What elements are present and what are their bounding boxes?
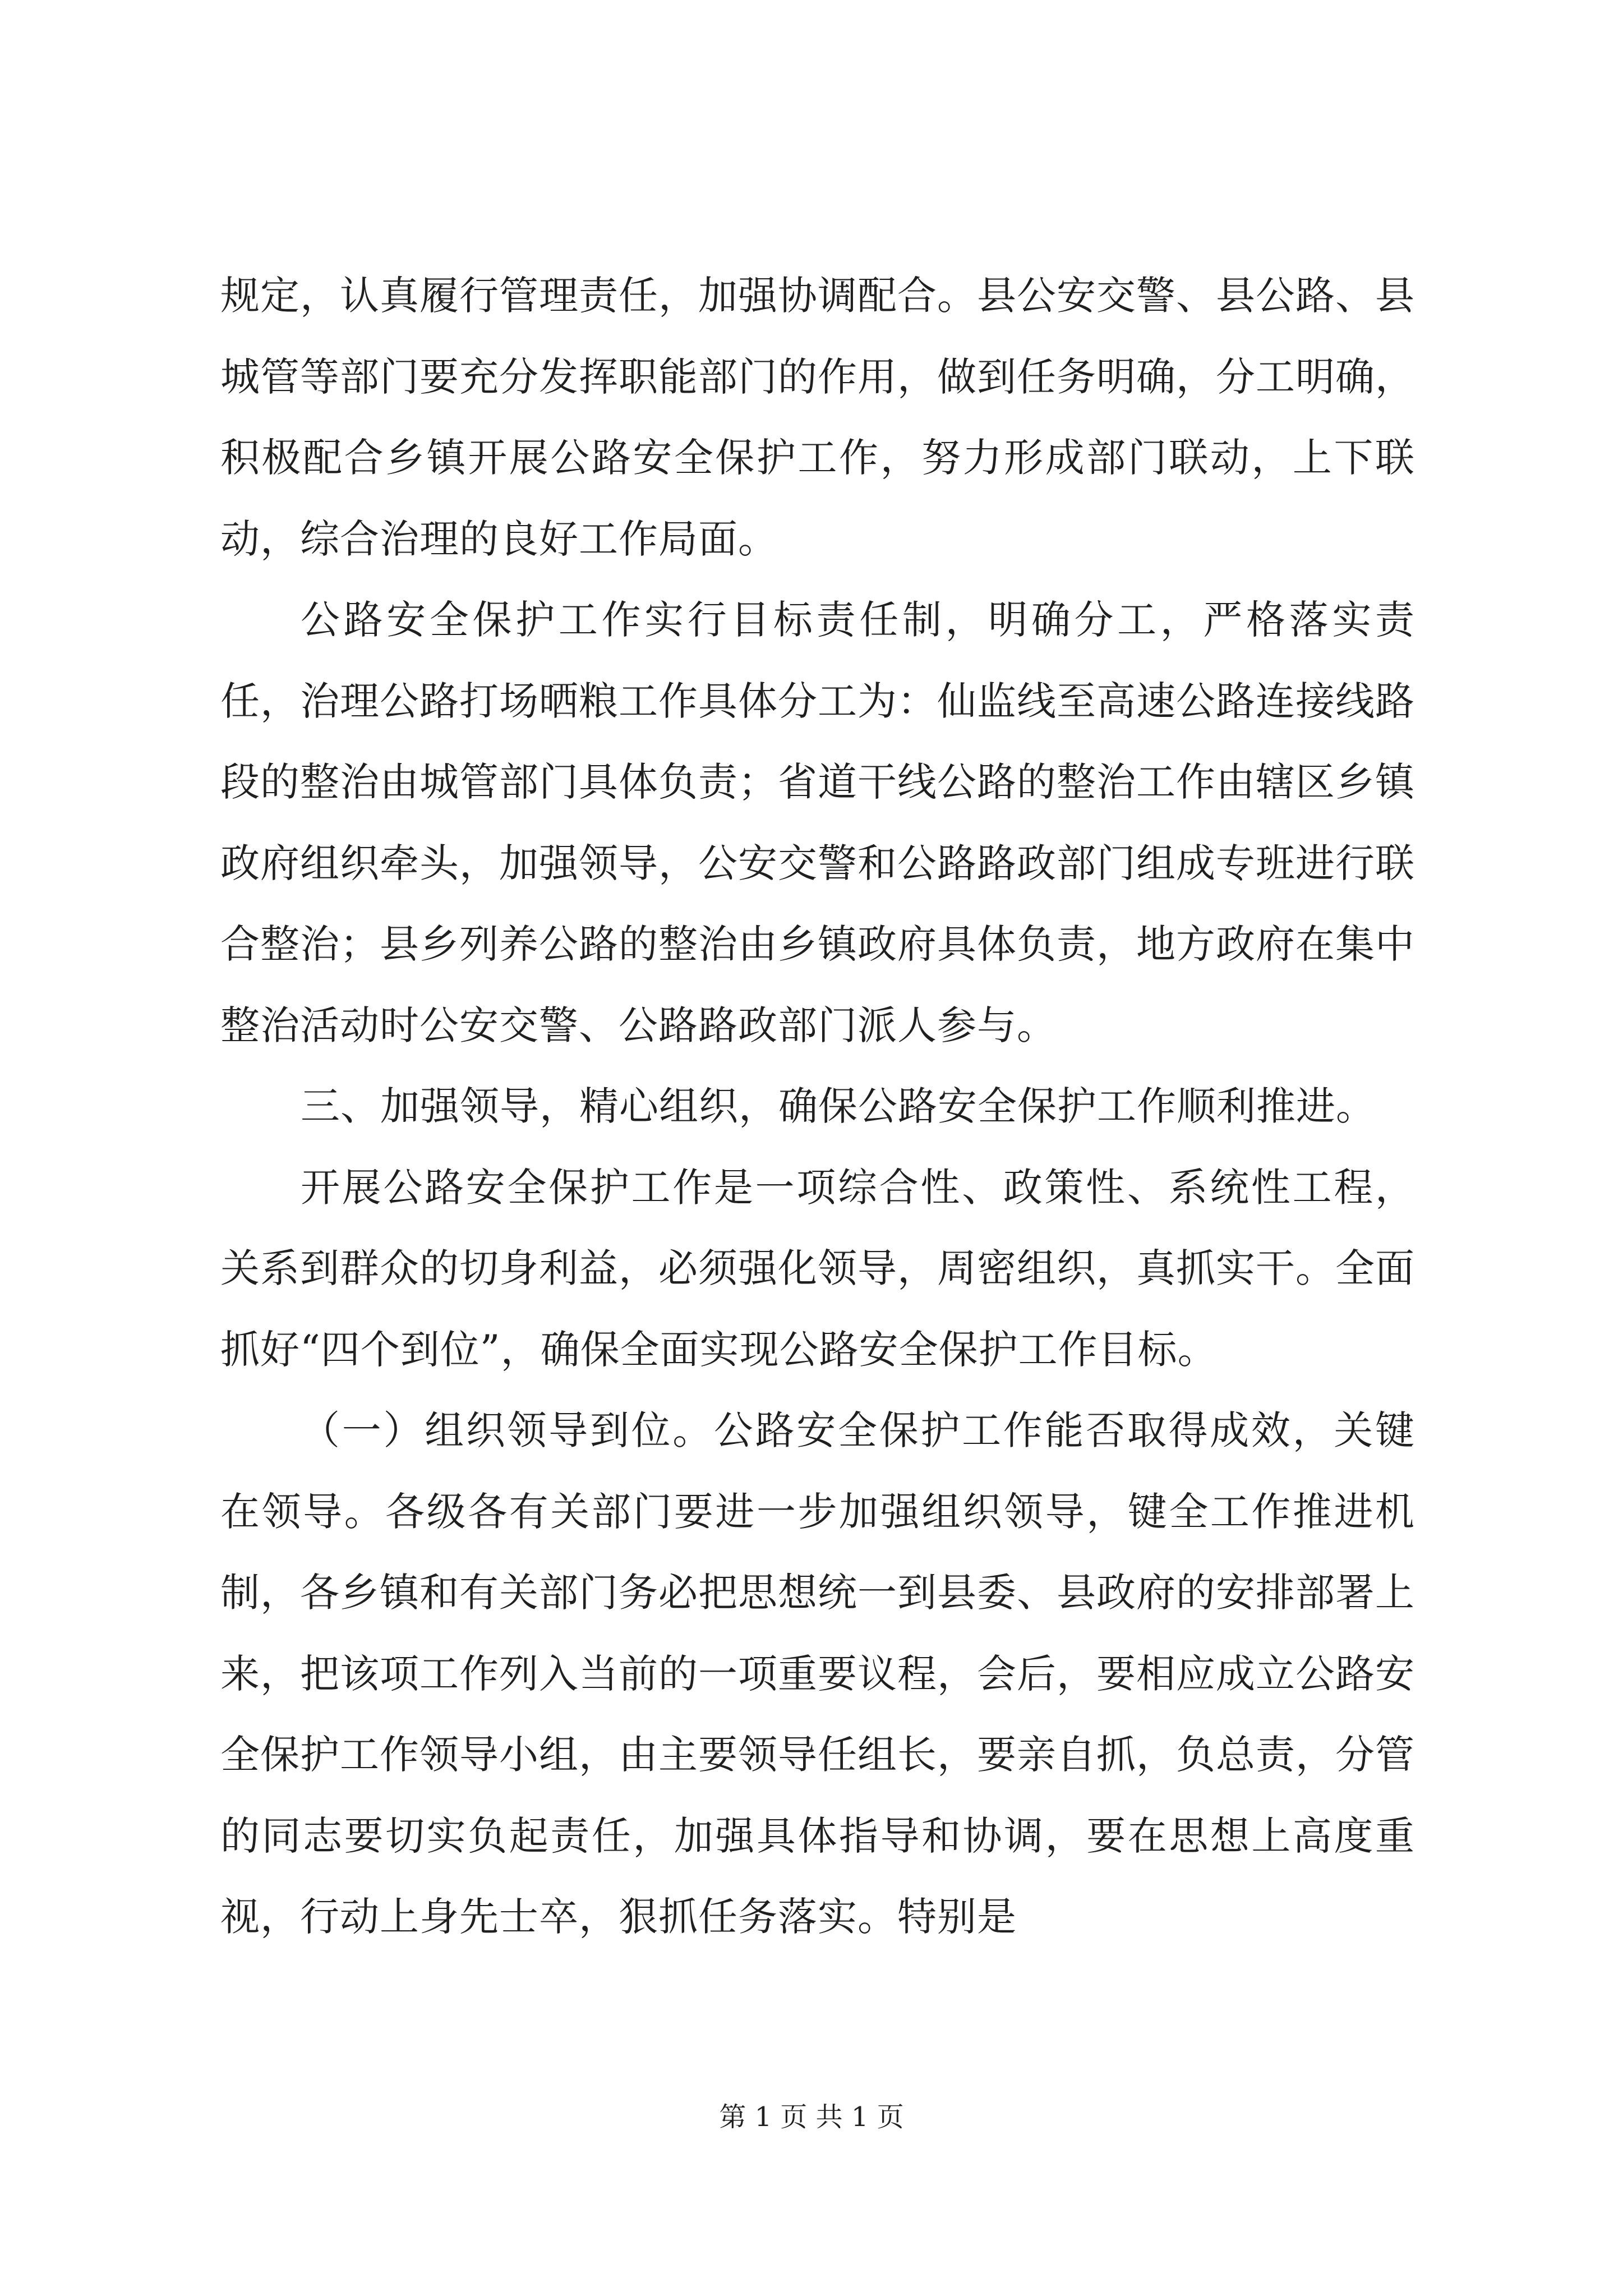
page-footer: 第 1 页 共 1 页: [719, 2101, 904, 2133]
paragraph-1: 规定，认真履行管理责任，加强协调配合。县公安交警、县公路、县城管等部门要充分发挥职能部门的作用，做到任务明确，分工明确，积极配合乡镇开展公路安全保护工作，努力形成部门联动，上下联动，综合治理的良好工作局面。: [220, 273, 1415, 562]
paragraph-2: 公路安全保护工作实行目标责任制，明确分工，严格落实责任，治理公路打场晒粮工作具体分工为：仙监线至高速公路连接线路段的整治由城管部门具体负责；省道干线公路的整治工作由辖区乡镇政府组织牵头，加强领导，公安交警和公路路政部门组成专班进行联合整治；县乡列养公路的整治由乡镇政府具体负责，地方政府在集中整治活动时公安交警、公路路政部门派人参与。: [220, 597, 1415, 1048]
document-body: [220, 255, 1415, 1958]
paragraph-5: （一）组织领导到位。公路安全保护工作能否取得成效，关键在领导。各级各有关部门要进一步加强组织领导，键全工作推进机制，各乡镇和有关部门务必把思想统一到县委、县政府的安排部署上来，把该项工作列入当前的一项重要议程，会后，要相应成立公路安全保护工作领导小组，由主要领导任组长，要亲自抓，负总责，分管的同志要切实负起责任，加强具体指导和协调，要在思想上高度重视，行动上身先士卒，狠抓任务落实。特别是: [220, 1407, 1415, 1940]
paragraph-4: 开展公路安全保护工作是一项综合性、政策性、系统性工程，关系到群众的切身利益，必须强化领导，周密组织，真抓实干。全面抓好“四个到位”，确保全面实现公路安全保护工作目标。: [220, 1164, 1415, 1373]
section-heading-3: 三、加强领导，精心组织，确保公路安全保护工作顺利推进。: [301, 1083, 1376, 1129]
